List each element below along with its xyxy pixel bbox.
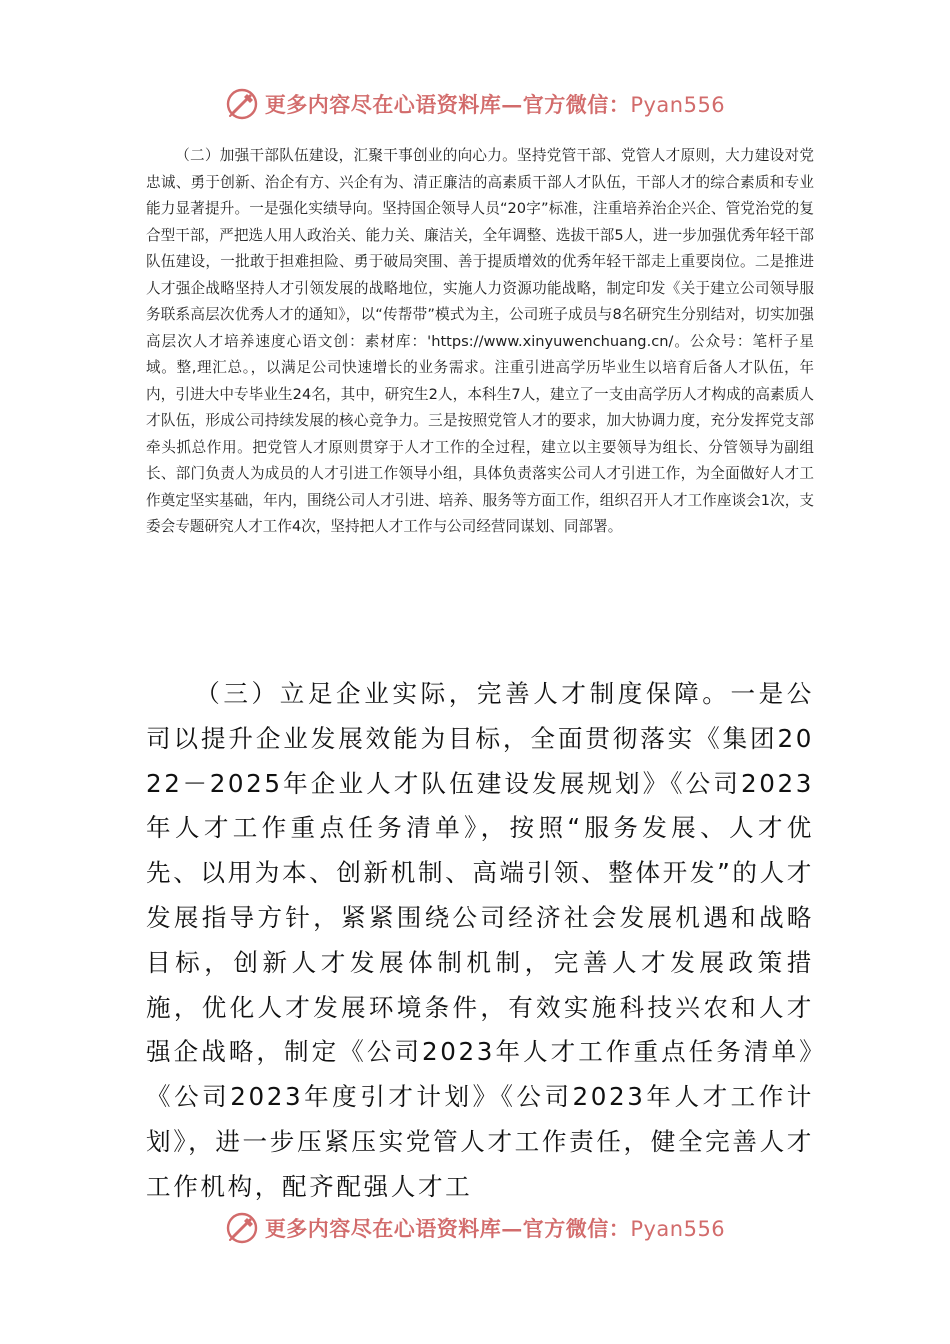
footer-banner-text <box>265 1213 725 1243</box>
footer-banner <box>0 1208 950 1248</box>
header-banner <box>0 84 950 124</box>
pen-logo-icon <box>225 1211 259 1245</box>
pen-logo-icon <box>225 87 259 121</box>
header-wechat-id: Pyan556 <box>630 93 726 117</box>
footer-banner-label: 更多内容尽在心语资料库—官方微信： <box>264 1216 631 1241</box>
paragraph-talent-system: （三）立足企业实际，完善人才制度保障。一是公司以提升企业发展效能为目标，全面贯彻落实《集团2022－2025年企业人才队伍建设发展规划》《公司2023年人才工作重点任务清单》，按照“服务发展、人才优先、以用为本、创新机制、高端引领、整体开发”的人才发展指导方针，紧紧围绕公司经济社会发展机遇和战略目标，创新人才发展体制机制，完善人才发展政策措施，优化人才发展环境条件，有效实施科技兴农和人才强企战略，制定《公司2023年人才工作重点任务清单》《公司2023年度引才计划》《公司2023年人才工作计划》，进一步压紧压实党管人才工作责任，健全完善人才工作机构，配齐配强人才工 <box>146 679 814 1201</box>
header-banner-label: 更多内容尽在心语资料库—官方微信： <box>264 92 631 117</box>
footer-wechat-id: Pyan556 <box>630 1217 726 1241</box>
header-banner-text <box>265 89 725 119</box>
paragraph-cadre-team: （二）加强干部队伍建设，汇聚干事创业的向心力。坚持党管干部、党管人才原则，大力建设对党忠诚、勇于创新、治企有方、兴企有为、清正廉洁的高素质干部人才队伍，干部人才的综合素质和专业能力显著提升。一是强化实绩导向。坚持国企领导人员“20字”标准，注重培养治企兴企、管党治党的复合型干部，严把选人用人政治关、能力关、廉洁关，全年调整、选拔干部5人，进一步加强优秀年轻干部队伍建设，一批敢于担难担险、勇于破局突围、善于提质增效的优秀年轻干部走上重要岗位。二是推进人才强企战略坚持人才引领发展的战略地位，实施人力资源功能战略，制定印发《关于建立公司领导服务联系高层次优秀人才的通知》，以“传帮带”模式为主，公司班子成员与8名研究生分别结对，切实加强高层次人才培养速度心语文创：素材库：'https://www.xinyuwenchuang.cn/。公众号：笔杆子星域。整,理汇总。，以满足公司快速增长的业务需求。注重引进高学历毕业生以培育后备人才队伍，年内，引进大中专毕业生24名，其中，研究生2人，本科生7人，建立了一支由高学历人才构成的高素质人才队伍，形成公司持续发展的核心竞争力。三是按照党管人才的要求，加大协调力度，充分发挥党支部牵头抓总作用。把党管人才原则贯穿于人才工作的全过程，建立以主要领导为组长、分管领导为副组长、部门负责人为成员的人才引进工作领导小组，具体负责落实公司人才引进工作，为全面做好人才工作奠定坚实基础，年内，围绕公司人才引进、培养、服务等方面工作，组织召开人才工作座谈会1次，支委会专题研究人才工作4次，坚持把人才工作与公司经营同谋划、同部署。 <box>146 147 814 535</box>
